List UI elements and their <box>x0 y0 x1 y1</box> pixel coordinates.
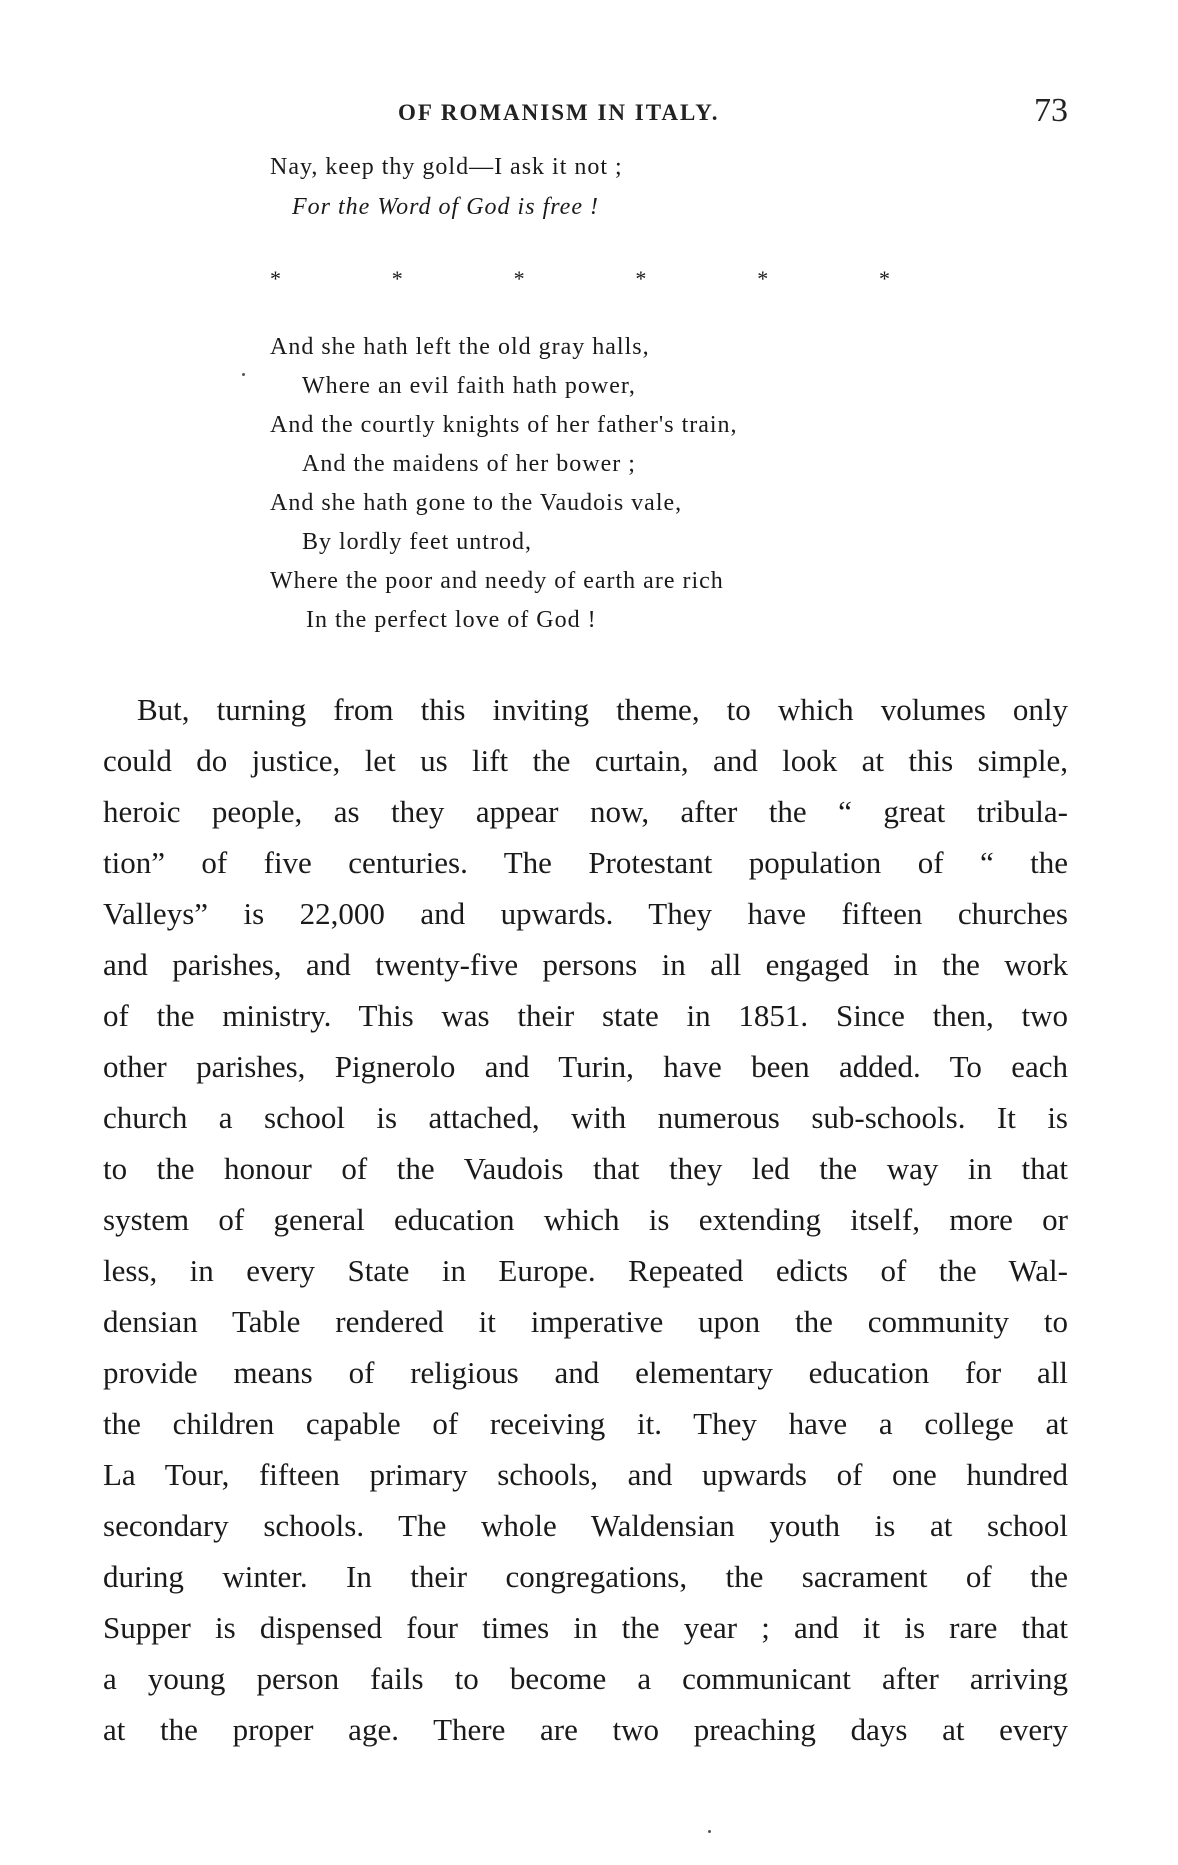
star: * <box>270 266 281 291</box>
page-number: 73 <box>1034 92 1068 129</box>
ornamental-stars <box>270 266 890 292</box>
paragraph-line: But, turning from this inviting theme, to which volumes only <box>137 692 1068 727</box>
paragraph-line: heroic people, as they appear now, after the “ great tribula- <box>103 794 1068 829</box>
paragraph-line: La Tour, fifteen primary schools, and upwards of one hundred <box>103 1457 1068 1492</box>
paragraph-line: of the ministry. This was their state in 1851. Since then, two <box>103 998 1068 1033</box>
paragraph-line: a young person fails to become a communicant after arriving <box>103 1661 1068 1696</box>
paragraph-line: Supper is dispensed four times in the year ; and it is rare that <box>103 1610 1068 1645</box>
star: * <box>757 266 769 291</box>
paragraph-line: system of general education which is extending itself, more or <box>103 1202 1068 1237</box>
paragraph-line: could do justice, let us lift the curtain, and look at this simple, <box>103 743 1068 778</box>
ink-speck <box>708 1830 711 1833</box>
poem-line: Nay, keep thy gold—I ask it not ; <box>270 154 623 180</box>
poem-line: And she hath gone to the Vaudois vale, <box>270 490 683 516</box>
star: * <box>513 266 525 291</box>
paragraph-line: Valleys” is 22,000 and upwards. They have fifteen churches <box>103 896 1068 931</box>
poem-line: And the courtly knights of her father's train, <box>270 412 738 438</box>
poem-line: And the maidens of her bower ; <box>302 451 636 477</box>
running-head: OF ROMANISM IN ITALY. <box>398 100 720 125</box>
star: * <box>635 266 647 291</box>
poem-line: In the perfect love of God ! <box>306 607 597 633</box>
paragraph-line: tion” of five centuries. The Protestant population of “ the <box>103 845 1068 880</box>
poem-line: For the Word of God is free ! <box>292 194 599 220</box>
paragraph-line: during winter. In their congregations, the sacrament of the <box>103 1559 1068 1594</box>
ink-speck <box>242 373 245 376</box>
paragraph-line: less, in every State in Europe. Repeated edicts of the Wal- <box>103 1253 1068 1288</box>
poem-line: And she hath left the old gray halls, <box>270 334 650 360</box>
paragraph-line: other parishes, Pignerolo and Turin, have been added. To each <box>103 1049 1068 1084</box>
paragraph-line: at the proper age. There are two preaching days at every <box>103 1712 1068 1747</box>
paragraph-line: densian Table rendered it imperative upon the community to <box>103 1304 1068 1339</box>
paragraph-line: the children capable of receiving it. They have a college at <box>103 1406 1068 1441</box>
poem-line: Where the poor and needy of earth are rich <box>270 568 724 594</box>
poem-line: By lordly feet untrod, <box>302 529 532 555</box>
paragraph-line: to the honour of the Vaudois that they led the way in that <box>103 1151 1068 1186</box>
poem-line: Where an evil faith hath power, <box>302 373 636 399</box>
star: * <box>878 266 890 291</box>
star: * <box>391 266 403 291</box>
paragraph-line: and parishes, and twenty-five persons in all engaged in the work <box>103 947 1068 982</box>
paragraph-line: secondary schools. The whole Waldensian youth is at school <box>103 1508 1068 1543</box>
paragraph-line: church a school is attached, with numerous sub-schools. It is <box>103 1100 1068 1135</box>
paragraph-line: provide means of religious and elementary education for all <box>103 1355 1068 1390</box>
